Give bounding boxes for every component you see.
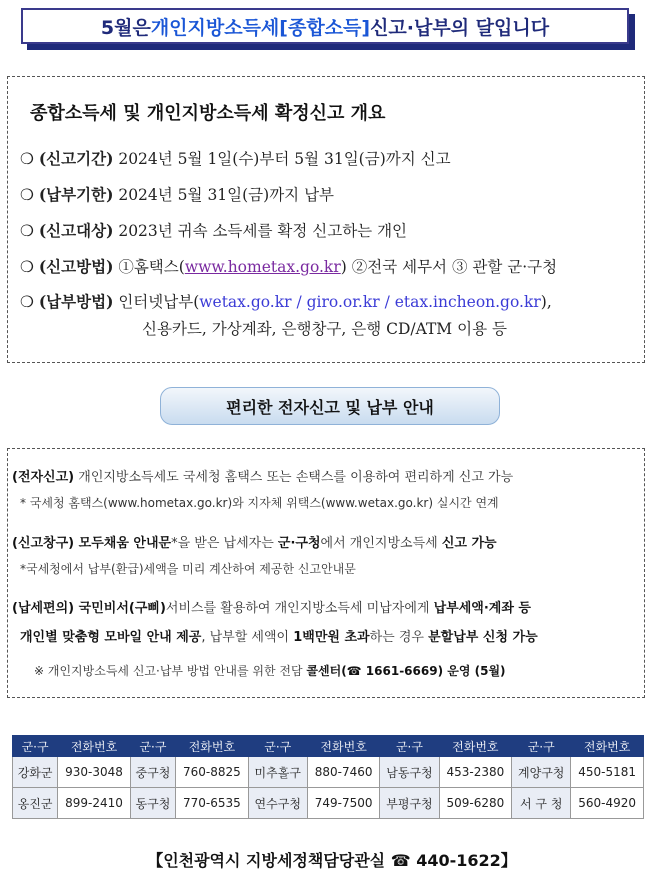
payment-sites: wetax.go.kr / giro.or.kr / etax.incheon.go.kr: [199, 293, 541, 311]
c-bold1: 모두채움 안내문: [74, 536, 172, 551]
phone-cell: 930-3048: [58, 757, 131, 788]
bullet-icon: ❍: [20, 186, 34, 204]
phone-cell: 450-5181: [571, 757, 644, 788]
header-cell: 군·구: [248, 736, 307, 757]
row-label: (신고방법): [38, 257, 114, 276]
row-label: (신고대상): [38, 221, 114, 240]
header-cell: 전화번호: [307, 736, 380, 757]
district-cell: 동구청: [130, 788, 175, 819]
p-l2-bold2: 1백만원 초과: [293, 630, 370, 645]
p-bold2: 납부세액·계좌 등: [433, 601, 531, 616]
district-cell: 옹진군: [13, 788, 58, 819]
overview-row-deadline: [20, 183, 334, 205]
district-cell: 계양구청: [512, 757, 571, 788]
c-bold3: 신고 가능: [441, 536, 497, 551]
overview-row-target: [20, 219, 407, 241]
c-mid: *을 받은 납세자는: [171, 536, 278, 551]
guide-counter: [12, 532, 497, 551]
row-label: (신고기간): [38, 149, 114, 168]
header-cell: 전화번호: [176, 736, 249, 757]
bullet-icon: ❍: [20, 258, 34, 276]
phone-cell: 880-7460: [307, 757, 380, 788]
note-bold: 콜센터(☎ 1661-6669) 운영 (5월): [306, 664, 506, 678]
banner-highlight: 개인지방소득세[종합소득]: [150, 16, 371, 39]
district-cell: 중구청: [130, 757, 175, 788]
phone-table-header: [13, 736, 644, 757]
district-cell: 강화군: [13, 757, 58, 788]
header-cell: 군·구: [512, 736, 571, 757]
header-cell: 군·구: [13, 736, 58, 757]
district-cell: 남동구청: [380, 757, 439, 788]
district-cell: 서 구 청: [512, 788, 571, 819]
header-cell: 군·구: [380, 736, 439, 757]
row-value: 2024년 5월 1일(수)부터 5월 31일(금)까지 신고: [113, 150, 451, 168]
header-cell: 군·구: [130, 736, 175, 757]
banner-post: 신고·납부의 달입니다: [370, 16, 550, 39]
phone-cell: 509-6280: [439, 788, 512, 819]
guide-e-sub: * 국세청 홈택스(www.hometax.go.kr)와 지자체 위택스(www.wetax.go.kr) 실시간 연계: [20, 496, 499, 510]
hometax-link[interactable]: www.hometax.go.kr: [184, 258, 341, 276]
bullet-icon: ❍: [20, 222, 34, 240]
district-cell: 연수구청: [248, 788, 307, 819]
row-value-pre: 인터넷납부(: [113, 293, 200, 311]
row-label: (납부기한): [38, 185, 114, 204]
guide-e-filing: [12, 466, 513, 485]
c-bold2: 군·구청: [277, 536, 321, 551]
bullet-icon: ❍: [20, 293, 34, 311]
p-bold1: 국민비서(구삐): [74, 601, 166, 616]
e-text: 개인지방소득세도 국세청 홈택스 또는 손택스를 이용하여 편리하게 신고 가능: [74, 470, 514, 485]
row-label: (납부방법): [38, 292, 114, 311]
phone-cell: 453-2380: [439, 757, 512, 788]
header-cell: 전화번호: [58, 736, 131, 757]
p-l2-bold1: 개인별 맞춤형 모바일 안내 제공: [20, 630, 202, 645]
footer-contact: 【인천광역시 지방세정책담당관실 ☎ 440-1622】: [147, 851, 517, 870]
phone-cell: 770-6535: [176, 788, 249, 819]
table-row: [13, 757, 644, 788]
row-value-post: ),: [540, 293, 552, 311]
row-value-post: ) ②전국 세무서 ③ 관할 군·구청: [340, 258, 558, 276]
district-cell: 부평구청: [380, 788, 439, 819]
row-value: 2023년 귀속 소득세를 확정 신고하는 개인: [113, 222, 408, 240]
table-row: [13, 788, 644, 819]
e-label: (전자신고): [12, 470, 75, 485]
title-banner: [21, 8, 629, 44]
overview-title: 종합소득세 및 개인지방소득세 확정신고 개요: [30, 103, 386, 124]
p-l2-mid2: 하는 경우: [369, 630, 429, 645]
header-cell: 전화번호: [439, 736, 512, 757]
p-label: (납세편의): [12, 601, 75, 616]
district-cell: 미추홀구: [248, 757, 307, 788]
p-l2-bold3: 분할납부 신청 가능: [428, 630, 538, 645]
overview-row-payment-line2: 신용카드, 가상계좌, 은행창구, 은행 CD/ATM 이용 등: [142, 320, 507, 338]
guide-payment-line2: [20, 626, 538, 645]
phone-cell: 749-7500: [307, 788, 380, 819]
guide-payment-convenience: [12, 597, 531, 616]
overview-row-payment: [20, 290, 552, 312]
c-label: (신고창구): [12, 536, 75, 551]
c-mid2: 에서 개인지방소득세: [320, 536, 442, 551]
row-value-pre: ①홈택스(: [113, 258, 185, 276]
phone-cell: 899-2410: [58, 788, 131, 819]
p-l2-mid: , 납부할 세액이: [201, 630, 294, 645]
overview-row-method: [20, 255, 557, 277]
guide-title-pill: 편리한 전자신고 및 납부 안내: [160, 387, 500, 425]
overview-row-period: [20, 147, 451, 169]
row-value: 2024년 5월 31일(금)까지 납부: [113, 186, 335, 204]
bullet-icon: ❍: [20, 150, 34, 168]
guide-callcenter-note: [34, 662, 506, 679]
phone-cell: 560-4920: [571, 788, 644, 819]
p-mid: 서비스를 활용하여 개인지방소득세 미납자에게: [165, 601, 434, 616]
phone-table: [12, 735, 644, 819]
banner-pre: 5월은: [100, 16, 151, 39]
note-pre: ※ 개인지방소득세 신고·납부 방법 안내를 위한 전담: [34, 664, 307, 678]
phone-cell: 760-8825: [176, 757, 249, 788]
guide-c-sub: *국세청에서 납부(환급)세액을 미리 계산하여 제공한 신고안내문: [20, 562, 356, 576]
header-cell: 전화번호: [571, 736, 644, 757]
